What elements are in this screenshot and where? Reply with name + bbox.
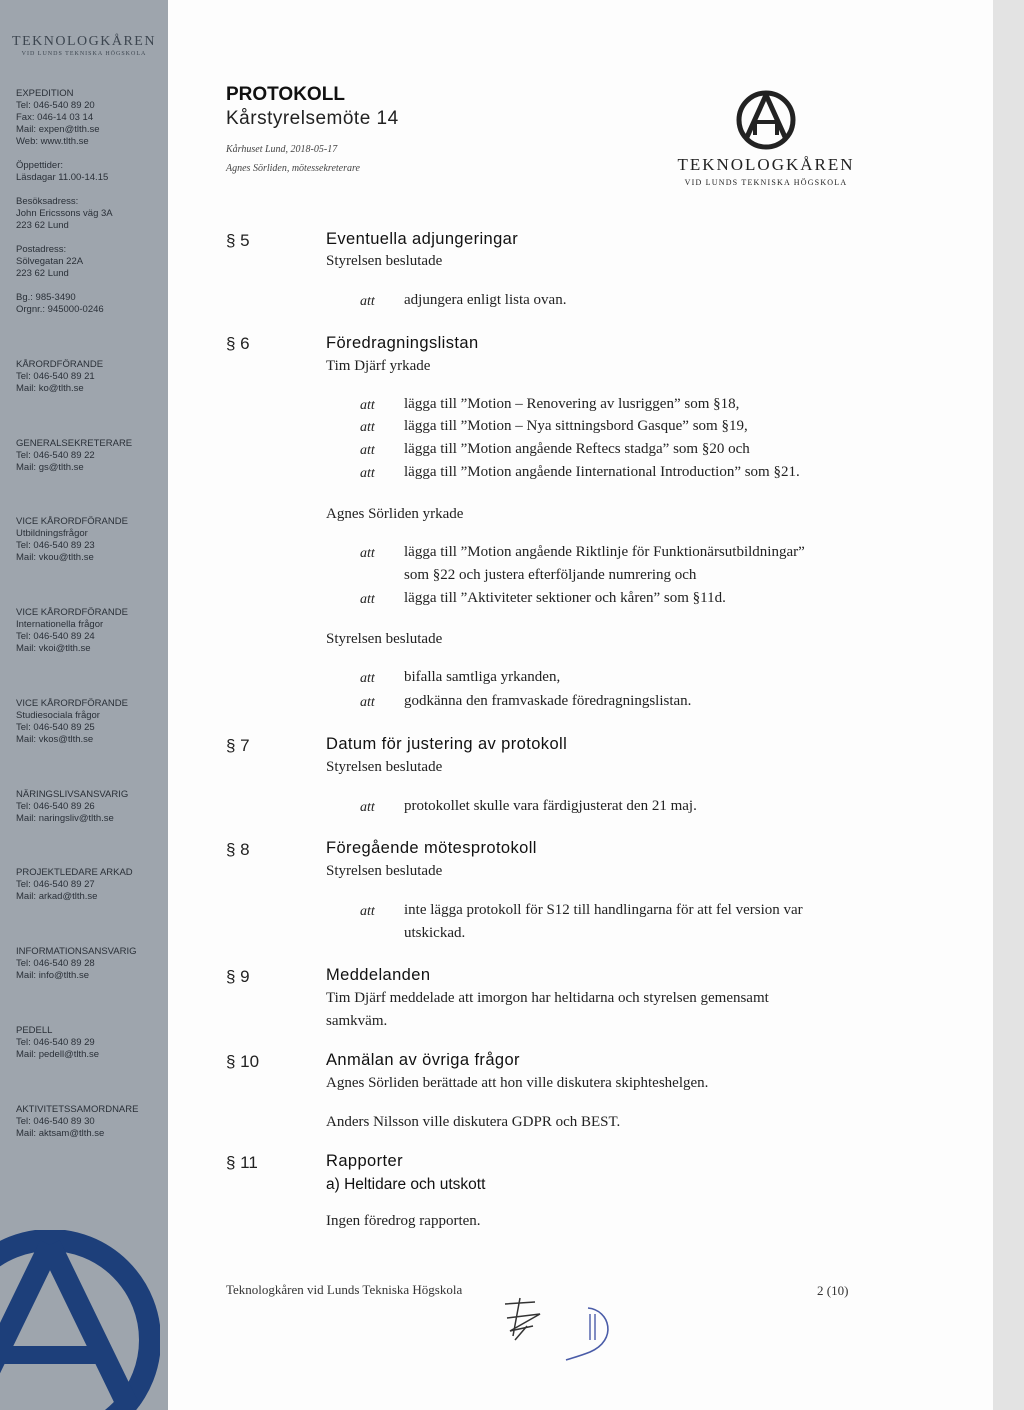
section-heading: Föregående mötesprotokoll bbox=[326, 839, 537, 857]
section-intro: Agnes Sörliden yrkade bbox=[326, 506, 464, 522]
section-heading: Föredragningslistan bbox=[326, 334, 479, 352]
section-heading: Eventuella adjungeringar bbox=[326, 230, 519, 248]
sidebar-contact-line: Utbildningsfrågor bbox=[16, 528, 88, 539]
sidebar-contact-line: Läsdagar 11.00-14.15 bbox=[16, 172, 109, 183]
sidebar-logo-icon bbox=[0, 1230, 160, 1410]
att-label: att bbox=[360, 443, 375, 458]
att-label: att bbox=[360, 671, 375, 686]
sidebar-contact-group bbox=[16, 946, 137, 982]
sidebar-contact-line: Mail: arkad@tlth.se bbox=[16, 891, 98, 902]
sidebar-contact-line: PEDELL bbox=[16, 1025, 53, 1036]
att-label: att bbox=[360, 695, 375, 710]
sidebar-contact-group bbox=[16, 867, 133, 903]
section-intro: Styrelsen beslutade bbox=[326, 863, 443, 879]
page-number: 2 (10) bbox=[817, 1283, 849, 1298]
sidebar-contact-line: Mail: vkou@tlth.se bbox=[16, 552, 94, 563]
meeting-place-date: Kårhuset Lund, 2018-05-17 bbox=[226, 144, 338, 155]
decision-clause: inte lägga protokoll för S12 till handlingarna för att fel version var bbox=[404, 902, 803, 918]
sidebar-contact-line: Tel: 046-540 89 20 bbox=[16, 100, 95, 111]
sidebar-contact-line: Postadress: bbox=[16, 244, 67, 255]
section-number: § 10 bbox=[226, 1052, 260, 1071]
sidebar-contact-line: Tel: 046-540 89 28 bbox=[16, 958, 95, 969]
section-text: Ingen föredrog rapporten. bbox=[326, 1213, 481, 1229]
section-intro: Styrelsen beslutade bbox=[326, 759, 443, 775]
decision-clause: bifalla samtliga yrkanden, bbox=[404, 669, 561, 685]
sidebar-contact-line: Besöksadress: bbox=[16, 196, 79, 207]
motion-clause-continued: som §22 och justera efterföljande numrering och bbox=[404, 567, 697, 583]
sidebar-contact-group bbox=[16, 359, 103, 395]
sidebar-contact-line: Mail: pedell@tlth.se bbox=[16, 1049, 100, 1060]
decision-clause: godkänna den framvaskade föredragningslistan. bbox=[404, 693, 692, 709]
teknologkaren-logo-icon bbox=[735, 89, 797, 151]
motion-clause: lägga till ”Motion angående Riktlinje för Funktionärsutbildningar” bbox=[404, 544, 805, 560]
section-number: § 7 bbox=[226, 736, 250, 755]
section-intro: Styrelsen beslutade bbox=[326, 253, 443, 269]
sidebar-contact-line: Mail: aktsam@tlth.se bbox=[16, 1128, 105, 1139]
section-number: § 8 bbox=[226, 840, 250, 859]
sidebar-contact-line: VICE KÅRORDFÖRANDE bbox=[16, 698, 128, 709]
sidebar-contact-line: 223 62 Lund bbox=[16, 268, 69, 279]
sidebar-contact-line: John Ericssons väg 3A bbox=[16, 208, 113, 219]
signature-handwritten-icon bbox=[560, 1300, 620, 1365]
sidebar-contact-line: Mail: ko@tlth.se bbox=[16, 383, 84, 394]
motion-clause: lägga till ”Motion angående Reftecs stadga” som §20 och bbox=[404, 441, 750, 457]
sidebar-contact-line: Tel: 046-540 89 27 bbox=[16, 879, 95, 890]
motion-clause: lägga till ”Motion angående Iinternational Introduction” som §21. bbox=[404, 464, 800, 480]
sidebar-contact-line: INFORMATIONSANSVARIG bbox=[16, 946, 137, 957]
sidebar-contact-group bbox=[16, 196, 113, 232]
sidebar-contact-line: Fax: 046-14 03 14 bbox=[16, 112, 94, 123]
sidebar-contact-group bbox=[16, 438, 132, 474]
page-subtitle: Kårstyrelsemöte 14 bbox=[226, 108, 399, 129]
sidebar-contact-line: 223 62 Lund bbox=[16, 220, 69, 231]
secretary: Agnes Sörliden, mötessekreterare bbox=[226, 163, 360, 174]
sidebar-brand-sub: VID LUNDS TEKNISKA HÖGSKOLA bbox=[21, 51, 147, 57]
sidebar-contact-group bbox=[16, 88, 100, 148]
signature-initials-icon bbox=[495, 1296, 555, 1346]
sidebar-contact-line: Tel: 046-540 89 22 bbox=[16, 450, 95, 461]
section-number: § 9 bbox=[226, 967, 250, 986]
sidebar-contact-line: Bg.: 985-3490 bbox=[16, 292, 76, 303]
sidebar-contact-line: AKTIVITETSSAMORDNARE bbox=[16, 1104, 139, 1115]
sidebar-contact-line: Mail: expen@tlth.se bbox=[16, 124, 100, 135]
sidebar-contact-line: Orgnr.: 945000-0246 bbox=[16, 304, 104, 315]
motion-clause: lägga till ”Aktiviteter sektioner och kåren” som §11d. bbox=[404, 590, 726, 606]
scan-margin bbox=[993, 0, 1024, 1410]
section-text: Agnes Sörliden berättade att hon ville diskutera skiphteshelgen. bbox=[326, 1075, 709, 1091]
page-title: PROTOKOLL bbox=[226, 84, 345, 105]
sidebar-contact-line: GENERALSEKRETERARE bbox=[16, 438, 133, 449]
sidebar-contact-group bbox=[16, 160, 108, 184]
att-label: att bbox=[360, 466, 375, 481]
section-text: Tim Djärf meddelade att imorgon har heltidarna och styrelsen gemensamt bbox=[326, 990, 769, 1006]
sidebar-contact-line: EXPEDITION bbox=[16, 88, 74, 99]
sidebar-contact-line: NÄRINGSLIVSANSVARIG bbox=[16, 789, 129, 800]
sidebar-contact-group bbox=[16, 607, 128, 655]
logo-subtitle: VID LUNDS TEKNISKA HÖGSKOLA bbox=[684, 178, 848, 187]
motion-clause: lägga till ”Motion – Renovering av lusriggen” som §18, bbox=[404, 396, 740, 412]
sidebar-contact-line: Mail: gs@tlth.se bbox=[16, 462, 84, 473]
section-heading: Meddelanden bbox=[326, 966, 431, 984]
sidebar-brand: TEKNOLOGKÅREN bbox=[12, 34, 156, 49]
sidebar-contact-line: Studiesociala frågor bbox=[16, 710, 100, 721]
sidebar-contact-line: Mail: info@tlth.se bbox=[16, 970, 90, 981]
att-label: att bbox=[360, 420, 375, 435]
att-label: att bbox=[360, 398, 375, 413]
section-number: § 11 bbox=[226, 1153, 258, 1172]
att-label: att bbox=[360, 294, 375, 309]
sidebar-contact-line: Tel: 046-540 89 25 bbox=[16, 722, 95, 733]
section-text: Anders Nilsson ville diskutera GDPR och BEST. bbox=[326, 1114, 621, 1130]
section-intro: Tim Djärf yrkade bbox=[326, 358, 431, 374]
sidebar-contact-line: Tel: 046-540 89 24 bbox=[16, 631, 95, 642]
sidebar-contact-line: Tel: 046-540 89 21 bbox=[16, 371, 95, 382]
sidebar-contact-line: Web: www.tlth.se bbox=[16, 136, 89, 147]
section-text: samkväm. bbox=[326, 1013, 388, 1029]
sidebar-contact-group bbox=[16, 1104, 138, 1140]
sidebar-contact-group bbox=[16, 244, 83, 280]
sidebar-contact-line: Öppettider: bbox=[16, 160, 63, 171]
sidebar-contact-line: Tel: 046-540 89 29 bbox=[16, 1037, 95, 1048]
subsection-heading: a) Heltidare och utskott bbox=[326, 1176, 486, 1193]
decision-clause: protokollet skulle vara färdigjusterat den 21 maj. bbox=[404, 798, 697, 814]
att-label: att bbox=[360, 592, 375, 607]
sidebar-contact-line: VICE KÅRORDFÖRANDE bbox=[16, 607, 128, 618]
sidebar-contact-group bbox=[16, 789, 128, 825]
section-heading: Datum för justering av protokoll bbox=[326, 735, 568, 753]
sidebar-contact-line: Tel: 046-540 89 26 bbox=[16, 801, 95, 812]
sidebar-contact-line: PROJEKTLEDARE ARKAD bbox=[16, 867, 133, 878]
sidebar-contact-line: Mail: vkos@tlth.se bbox=[16, 734, 94, 745]
sidebar-contact-line: Tel: 046-540 89 30 bbox=[16, 1116, 95, 1127]
logo-name: TEKNOLOGKÅREN bbox=[677, 155, 855, 174]
section-heading: Anmälan av övriga frågor bbox=[326, 1051, 520, 1069]
sidebar-contact-line: Tel: 046-540 89 23 bbox=[16, 540, 95, 551]
sidebar-contact-group bbox=[16, 1025, 99, 1061]
att-label: att bbox=[360, 904, 375, 919]
sidebar-contact-line: Sölvegatan 22A bbox=[16, 256, 84, 267]
sidebar-contact-group bbox=[16, 516, 128, 564]
footer-text: Teknologkåren vid Lunds Tekniska Högskola bbox=[226, 1282, 463, 1297]
section-number: § 5 bbox=[226, 231, 250, 250]
sidebar-contact-line: Mail: vkoi@tlth.se bbox=[16, 643, 91, 654]
decision-clause-continued: utskickad. bbox=[404, 925, 466, 941]
section-intro: Styrelsen beslutade bbox=[326, 631, 443, 647]
section-number: § 6 bbox=[226, 334, 250, 353]
sidebar-contact-line: Mail: naringsliv@tlth.se bbox=[16, 813, 114, 824]
att-label: att bbox=[360, 546, 375, 561]
att-label: att bbox=[360, 800, 375, 815]
sidebar-contact-line: KÅRORDFÖRANDE bbox=[16, 359, 104, 370]
sidebar-contact-line: VICE KÅRORDFÖRANDE bbox=[16, 516, 128, 527]
motion-clause: lägga till ”Motion – Nya sittningsbord Gasque” som §19, bbox=[404, 418, 748, 434]
sidebar bbox=[0, 0, 168, 1410]
section-heading: Rapporter bbox=[326, 1152, 403, 1170]
decision-clause: adjungera enligt lista ovan. bbox=[404, 292, 567, 308]
sidebar-contact-line: Internationella frågor bbox=[16, 619, 104, 630]
sidebar-contact-group bbox=[16, 292, 104, 316]
sidebar-contact-group bbox=[16, 698, 128, 746]
